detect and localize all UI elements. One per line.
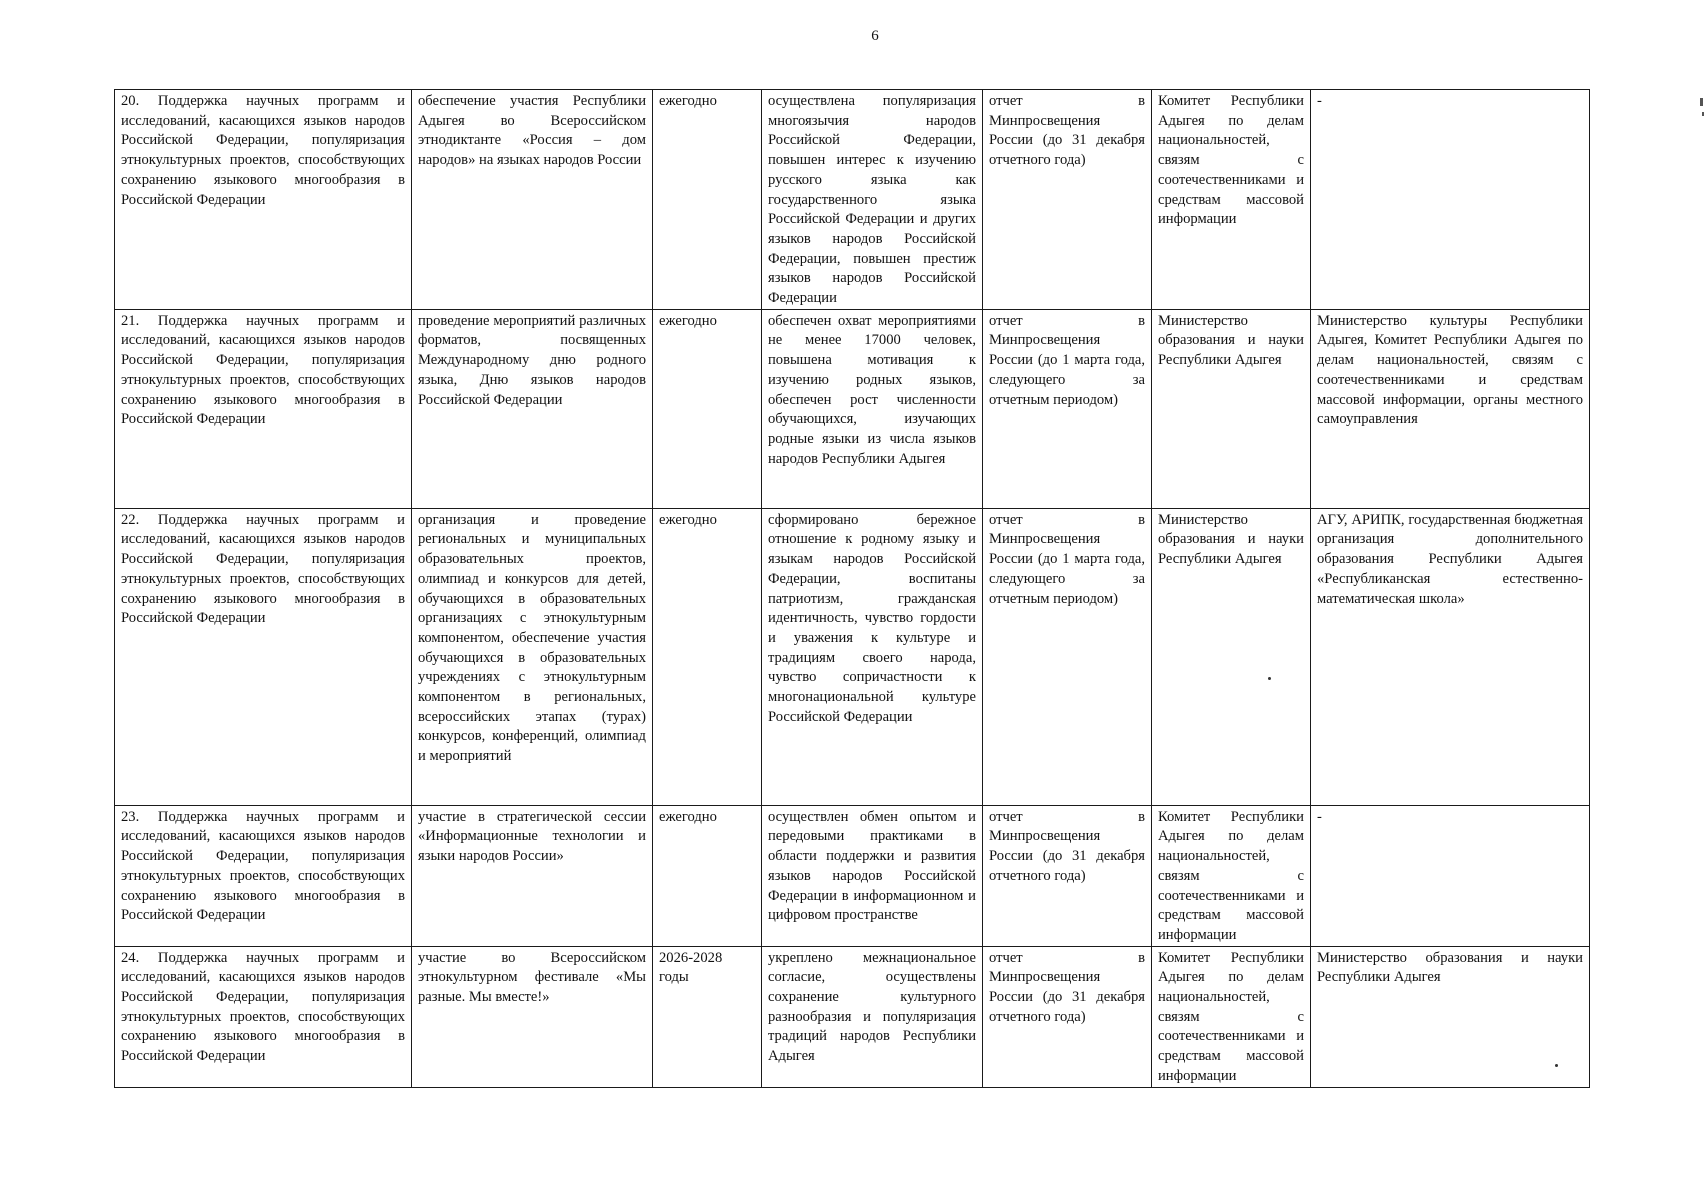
result-cell: укреплено межнациональное согласие, осуществлены сохранение культурного разнообразия и популяризация традиций народов Республики Адыгея — [762, 946, 983, 1087]
table-row — [115, 90, 1590, 310]
report-cell: отчет в Минпросвещения России (до 31 декабря отчетного года) — [983, 90, 1152, 310]
term-cell: ежегодно — [653, 805, 762, 946]
report-cell: отчет в Минпросвещения России (до 1 марта года, следующего за отчетным периодом) — [983, 508, 1152, 805]
action-cell: обеспечение участия Республики Адыгея во Всероссийском этнодиктанте «Россия – дом народов» на языках народов России — [412, 90, 653, 310]
responsible-cell: Министерство образования и науки Республики Адыгея — [1152, 508, 1311, 805]
table-row — [115, 309, 1590, 508]
term-cell: 2026-2028 годы — [653, 946, 762, 1087]
action-cell: участие во Всероссийском этнокультурном фестивале «Мы разные. Мы вместе!» — [412, 946, 653, 1087]
scan-artifact — [1702, 112, 1704, 116]
event-cell: 24. Поддержка научных программ и исследований, касающихся языков народов Российской Федерации, популяризация этнокультурных проектов, способствующих сохранению языкового многообразия в Российской Федерации — [115, 946, 412, 1087]
coexecutors-cell: - — [1311, 90, 1590, 310]
result-cell: осуществлена популяризация многоязычия народов Российской Федерации, повышен интерес к изучению русского языка как государственного языка Российской Федерации и других языков народов Российской Федерации, повышен престиж языков народов Российской Федерации — [762, 90, 983, 310]
report-cell: отчет в Минпросвещения России (до 31 декабря отчетного года) — [983, 805, 1152, 946]
responsible-cell: Министерство образования и науки Республики Адыгея — [1152, 309, 1311, 508]
result-cell: осуществлен обмен опытом и передовыми практиками в области поддержки и развития языков народов Российской Федерации в информационном и цифровом пространстве — [762, 805, 983, 946]
term-cell: ежегодно — [653, 90, 762, 310]
action-cell: проведение мероприятий различных форматов, посвященных Международному дню родного языка, Дню языков народов Российской Федерации — [412, 309, 653, 508]
responsible-cell: Комитет Республики Адыгея по делам национальностей, связям с соотечественниками и средствам массовой информации — [1152, 805, 1311, 946]
scan-artifact — [1268, 677, 1271, 680]
scan-artifact — [1555, 1064, 1558, 1067]
event-cell: 20. Поддержка научных программ и исследований, касающихся языков народов Российской Федерации, популяризация этнокультурных проектов, способствующих сохранению языкового многообразия в Российской Федерации — [115, 90, 412, 310]
event-cell: 23. Поддержка научных программ и исследований, касающихся языков народов Российской Федерации, популяризация этнокультурных проектов, способствующих сохранению языкового многообразия в Российской Федерации — [115, 805, 412, 946]
event-cell: 21. Поддержка научных программ и исследований, касающихся языков народов Российской Федерации, популяризация этнокультурных проектов, способствующих сохранению языкового многообразия в Российской Федерации — [115, 309, 412, 508]
coexecutors-cell: Министерство культуры Республики Адыгея, Комитет Республики Адыгея по делам национальностей, связям с соотечественниками и средствам массовой информации, органы местного самоуправления — [1311, 309, 1590, 508]
scan-artifact — [1700, 98, 1703, 106]
table-row — [115, 946, 1590, 1087]
term-cell: ежегодно — [653, 508, 762, 805]
report-cell: отчет в Минпросвещения России (до 31 декабря отчетного года) — [983, 946, 1152, 1087]
measures-table — [114, 89, 1590, 1088]
action-cell: организация и проведение региональных и муниципальных образовательных проектов, олимпиад и конкурсов для детей, обучающихся в образовательных организациях с этнокультурным компонентом, обеспечение участия обучающихся в образовательных учреждениях с этнокультурным компонентом в региональных, всероссийских этапах (турах) конкурсов, конференций, олимпиад и мероприятий — [412, 508, 653, 805]
page-number: 6 — [871, 28, 879, 44]
responsible-cell: Комитет Республики Адыгея по делам национальностей, связям с соотечественниками и средствам массовой информации — [1152, 946, 1311, 1087]
action-cell: участие в стратегической сессии «Информационные технологии и языки народов России» — [412, 805, 653, 946]
report-cell: отчет в Минпросвещения России (до 1 марта года, следующего за отчетным периодом) — [983, 309, 1152, 508]
coexecutors-cell: АГУ, АРИПК, государственная бюджетная организация дополнительного образования Республики Адыгея «Республиканская естественно-математическая школа» — [1311, 508, 1590, 805]
term-cell: ежегодно — [653, 309, 762, 508]
event-cell: 22. Поддержка научных программ и исследований, касающихся языков народов Российской Федерации, популяризация этнокультурных проектов, способствующих сохранению языкового многообразия в Российской Федерации — [115, 508, 412, 805]
coexecutors-cell: Министерство образования и науки Республики Адыгея — [1311, 946, 1590, 1087]
result-cell: сформировано бережное отношение к родному языку и языкам народов Российской Федерации, воспитаны патриотизм, гражданская идентичность, чувство гордости и уважения к культуре и традициям своего народа, чувство сопричастности к многонациональной культуре Российской Федерации — [762, 508, 983, 805]
result-cell: обеспечен охват мероприятиями не менее 17000 человек, повышена мотивация к изучению родных языков, обеспечен рост численности обучающихся, изучающих родные языки из числа языков народов Республики Адыгея — [762, 309, 983, 508]
table-row — [115, 805, 1590, 946]
responsible-cell: Комитет Республики Адыгея по делам национальностей, связям с соотечественниками и средствам массовой информации — [1152, 90, 1311, 310]
coexecutors-cell: - — [1311, 805, 1590, 946]
table-row — [115, 508, 1590, 805]
